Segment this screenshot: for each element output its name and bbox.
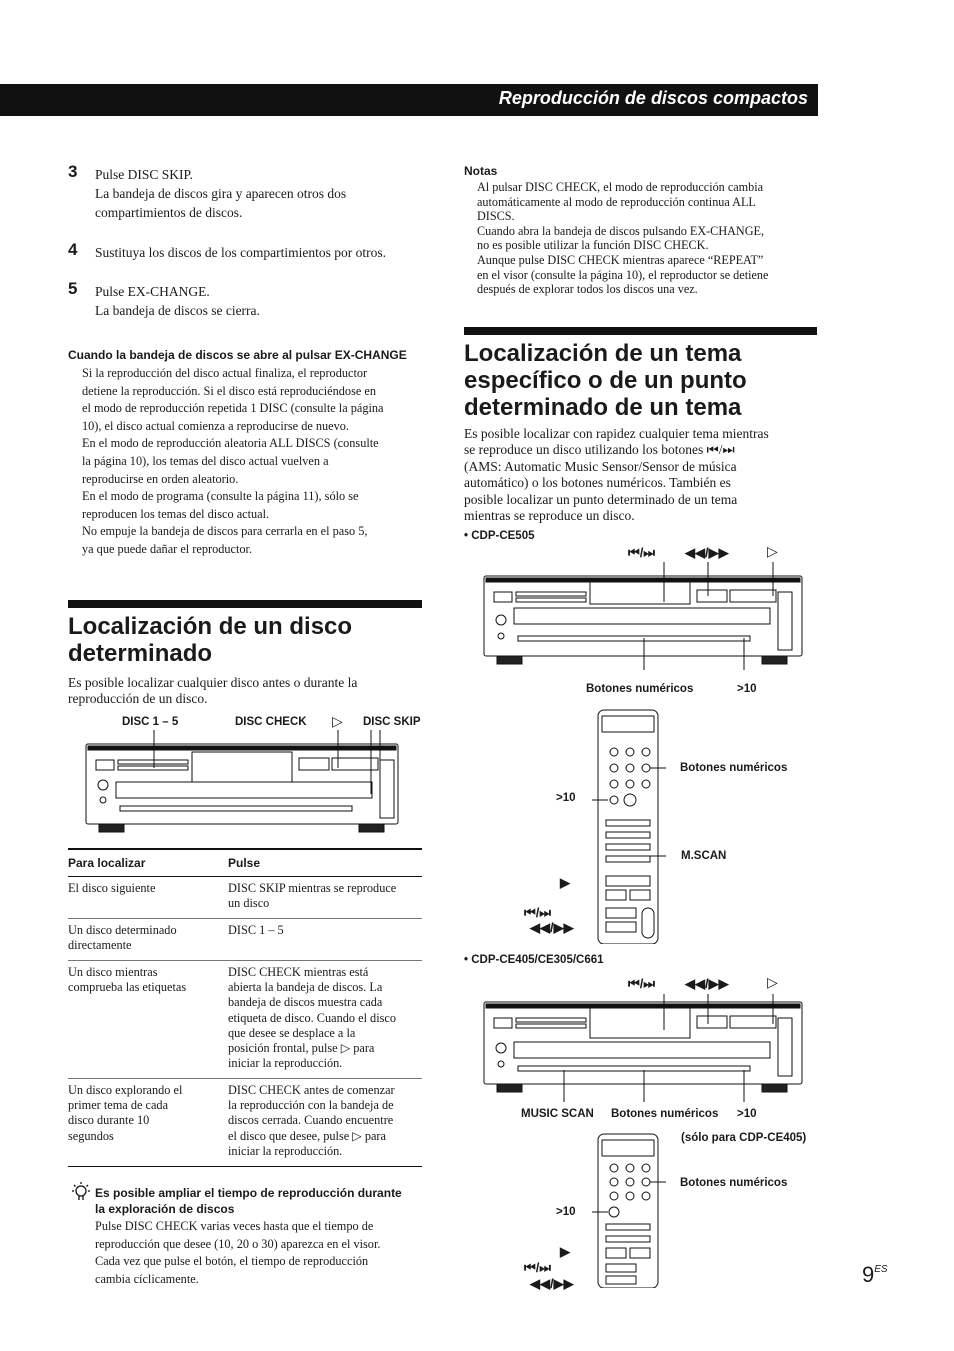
intro-line: automático) o los botones numéricos. También es <box>464 475 731 491</box>
header-title: Reproducción de discos compactos <box>498 88 808 108</box>
table-cell: DISC SKIP mientras se reproduce <box>228 881 397 895</box>
step-line: Pulse EX-CHANGE. <box>95 284 210 299</box>
model1-play-label: ▷ <box>767 543 778 559</box>
model2-search-label: ◀◀/▶▶ <box>685 976 729 991</box>
lookup-table <box>68 848 422 1167</box>
table-cell: etiqueta de disco. Cuando el disco <box>228 1010 397 1025</box>
model2-gt10-label: >10 <box>737 1108 757 1120</box>
table-cell: Un disco mientras <box>68 965 158 979</box>
model2-name: • CDP-CE405/CE305/C661 <box>464 954 604 966</box>
remote1-play-label: ▶ <box>560 875 570 890</box>
remote2-num-label: Botones numéricos <box>680 1177 788 1189</box>
table-row <box>68 877 422 919</box>
table-cell: que desee se desplace a la <box>228 1025 356 1040</box>
cd-player-diagram-1 <box>84 730 409 836</box>
remote2-ams-label: ⏮/⏭ <box>524 1260 552 1275</box>
table-cell: la reproducción con la bandeja de <box>228 1098 394 1113</box>
step-number: 5 <box>68 279 78 298</box>
header-bar <box>0 84 818 116</box>
notes-line: Al pulsar DISC CHECK, el modo de reproducción cambia <box>477 180 764 194</box>
step-line: La bandeja de discos se cierra. <box>95 303 260 318</box>
title-line: Localización de un disco <box>68 613 353 640</box>
notes-line: en el visor (consulte la página 10), el reproductor se detiene <box>477 267 769 282</box>
tip-heading <box>95 1185 425 1217</box>
label-disc-1-5: DISC 1 – 5 <box>122 716 179 728</box>
note-line: 10), el disco actual comienza a reproducirse de nuevo. <box>82 418 350 433</box>
table-cell: primer tema de cada <box>68 1098 169 1113</box>
intro-line: reproducción de un disco. <box>68 691 208 707</box>
table-cell: posición frontal, pulse ▷ para <box>228 1041 375 1056</box>
tip-body <box>95 1218 425 1288</box>
table-cell: DISC CHECK antes de comenzar <box>228 1083 395 1097</box>
intro-line: se reproduce un disco utilizando los botones ⏮/⏭ <box>464 442 735 458</box>
section-title-disc <box>68 613 422 667</box>
notes-body <box>477 180 822 297</box>
label-disc-check: DISC CHECK <box>235 716 307 728</box>
remote1-mscan-label: M.SCAN <box>681 850 727 862</box>
page-number <box>862 1262 888 1288</box>
section-rule <box>464 327 817 335</box>
table-cell: iniciar la reproducción. <box>228 1143 343 1158</box>
remote1-num-label: Botones numéricos <box>680 762 788 774</box>
remote-control-2 <box>592 1132 666 1288</box>
tip-line: cambia cíclicamente. <box>95 1271 199 1286</box>
note-line: la página 10), los temas del disco actual vuelven a <box>82 453 329 468</box>
step-line: Sustituya los discos de los compartimientos por otros. <box>95 245 386 260</box>
table-cell: un disco <box>228 896 270 911</box>
title-line: determinado <box>68 640 213 667</box>
notes-line: DISCS. <box>477 209 515 224</box>
intro-line: posible localizar un punto determinado de un tema <box>464 491 738 507</box>
model1-name: • CDP-CE505 <box>464 530 535 542</box>
table-row <box>68 1079 422 1167</box>
step-number: 3 <box>68 162 78 181</box>
table-cell: DISC 1 – 5 <box>228 923 284 937</box>
notes-line: automáticamente al modo de reproducción continua ALL <box>477 194 756 209</box>
table-cell: Un disco determinado <box>68 923 177 937</box>
cd-player-diagram-3 <box>482 990 806 1102</box>
model1-search-label: ◀◀/▶▶ <box>685 545 729 560</box>
section-title-track <box>464 340 818 421</box>
intro-line: (AMS: Automatic Music Sensor/Sensor de música <box>464 458 737 474</box>
note-line: ya que puede dañar el reproductor. <box>82 541 253 556</box>
tip-heading-line: la exploración de discos <box>95 1202 235 1216</box>
remote2-play-label: ▶ <box>560 1244 570 1259</box>
section-intro-track <box>464 426 819 524</box>
table-cell: bandeja de discos muestra cada <box>228 995 383 1010</box>
title-line: específico o de un punto <box>464 367 747 394</box>
remote2-search-label: ◀◀/▶▶ <box>530 1276 574 1291</box>
section-intro-disc <box>68 675 422 708</box>
note-line: reproducen los temas del disco actual. <box>82 506 270 521</box>
notes-line: Cuando abra la bandeja de discos pulsando EX-CHANGE, <box>477 223 765 238</box>
table-cell: el disco que desee, pulse ▷ para <box>228 1128 386 1143</box>
table-header-cell: Para localizar <box>68 856 146 870</box>
page-number-suffix: ES <box>874 1264 888 1275</box>
exchange-note-heading: Cuando la bandeja de discos se abre al pulsar EX-CHANGE <box>68 348 407 362</box>
remote-control-1 <box>592 708 666 944</box>
table-header-cell: Pulse <box>228 856 261 870</box>
table-cell: iniciar la reproducción. <box>228 1056 343 1071</box>
tip-line: Cada vez que pulse el botón, el tiempo de reproducción <box>95 1254 369 1269</box>
table-cell: discos cerrada. Cuando encuentre <box>228 1113 394 1128</box>
model2-play-label: ▷ <box>767 974 778 990</box>
tip-line: reproducción que desee (10, 20 o 30) aparezca en el visor. <box>95 1236 381 1251</box>
table-row <box>68 961 422 1079</box>
step-line: Pulse DISC SKIP. <box>95 167 193 182</box>
intro-line: Es posible localizar cualquier disco antes o durante la <box>68 675 358 690</box>
intro-line: Es posible localizar con rapidez cualquier tema mientras <box>464 426 769 441</box>
intro-line: mientras se reproduce un disco. <box>464 508 635 524</box>
title-line: determinado de un tema <box>464 394 742 421</box>
table-row <box>68 919 422 961</box>
table-cell: directamente <box>68 938 132 953</box>
lightbulb-icon <box>70 1181 92 1203</box>
section-rule <box>68 600 422 608</box>
note-line: el modo de reproducción repetida 1 DISC (consulte la página <box>82 401 384 416</box>
label-play: ▷ <box>332 713 343 729</box>
table-header <box>68 850 422 877</box>
note-line: No empuje la bandeja de discos para cerrarla en el paso 5, <box>82 524 368 539</box>
remote1-ams-label: ⏮/⏭ <box>524 905 552 920</box>
note-line: En el modo de reproducción aleatoria ALL DISCS (consulte <box>82 436 379 451</box>
note-line: reproducirse en orden aleatorio. <box>82 471 239 486</box>
model2-mscan-label: MUSIC SCAN <box>521 1108 594 1120</box>
cd-player-diagram-2 <box>482 558 806 670</box>
tip-line: Pulse DISC CHECK varias veces hasta que el tiempo de <box>95 1219 374 1233</box>
page-number-value: 9 <box>862 1262 875 1287</box>
notes-heading: Notas <box>464 164 498 178</box>
model1-ams-label: ⏮/⏭ <box>628 545 656 560</box>
model2-num-label: Botones numéricos <box>611 1108 719 1120</box>
table-cell: abierta la bandeja de discos. La <box>228 980 383 995</box>
table-cell: comprueba las etiquetas <box>68 980 187 995</box>
table-cell: El disco siguiente <box>68 881 156 895</box>
table-cell: Un disco explorando el <box>68 1083 183 1097</box>
note-line: En el modo de programa (consulte la página 11), sólo se <box>82 489 359 504</box>
title-line: Localización de un tema <box>464 340 742 367</box>
notes-line: después de explorar todos los discos una vez. <box>477 282 698 297</box>
notes-line: Aunque pulse DISC CHECK mientras aparece “REPEAT” <box>477 252 764 267</box>
step-line: La bandeja de discos gira y aparecen otros dos <box>95 186 347 201</box>
tip-heading-line: Es posible ampliar el tiempo de reproducción durante <box>95 1186 402 1200</box>
table-cell: DISC CHECK mientras está <box>228 965 369 979</box>
note-line: detiene la reproducción. Si el disco está reproduciéndose en <box>82 383 376 398</box>
table-cell: segundos <box>68 1128 114 1143</box>
model2-only405-label: (sólo para CDP-CE405) <box>681 1132 807 1144</box>
model2-ams-label: ⏮/⏭ <box>628 976 656 991</box>
remote2-gt10-label: >10 <box>556 1206 576 1218</box>
exchange-note-body <box>82 365 427 559</box>
notes-line: no es posible utilizar la función DISC CHECK. <box>477 238 709 253</box>
table-cell: disco durante 10 <box>68 1113 150 1128</box>
remote1-gt10-label: >10 <box>556 792 576 804</box>
model1-gt10-label: >10 <box>737 683 757 695</box>
remote1-search-label: ◀◀/▶▶ <box>530 920 574 935</box>
model1-num-label: Botones numéricos <box>586 683 694 695</box>
label-disc-skip: DISC SKIP <box>363 716 421 728</box>
step-number: 4 <box>68 240 78 259</box>
note-line: Si la reproducción del disco actual finaliza, el reproductor <box>82 366 368 380</box>
step-line: compartimientos de discos. <box>95 205 243 220</box>
